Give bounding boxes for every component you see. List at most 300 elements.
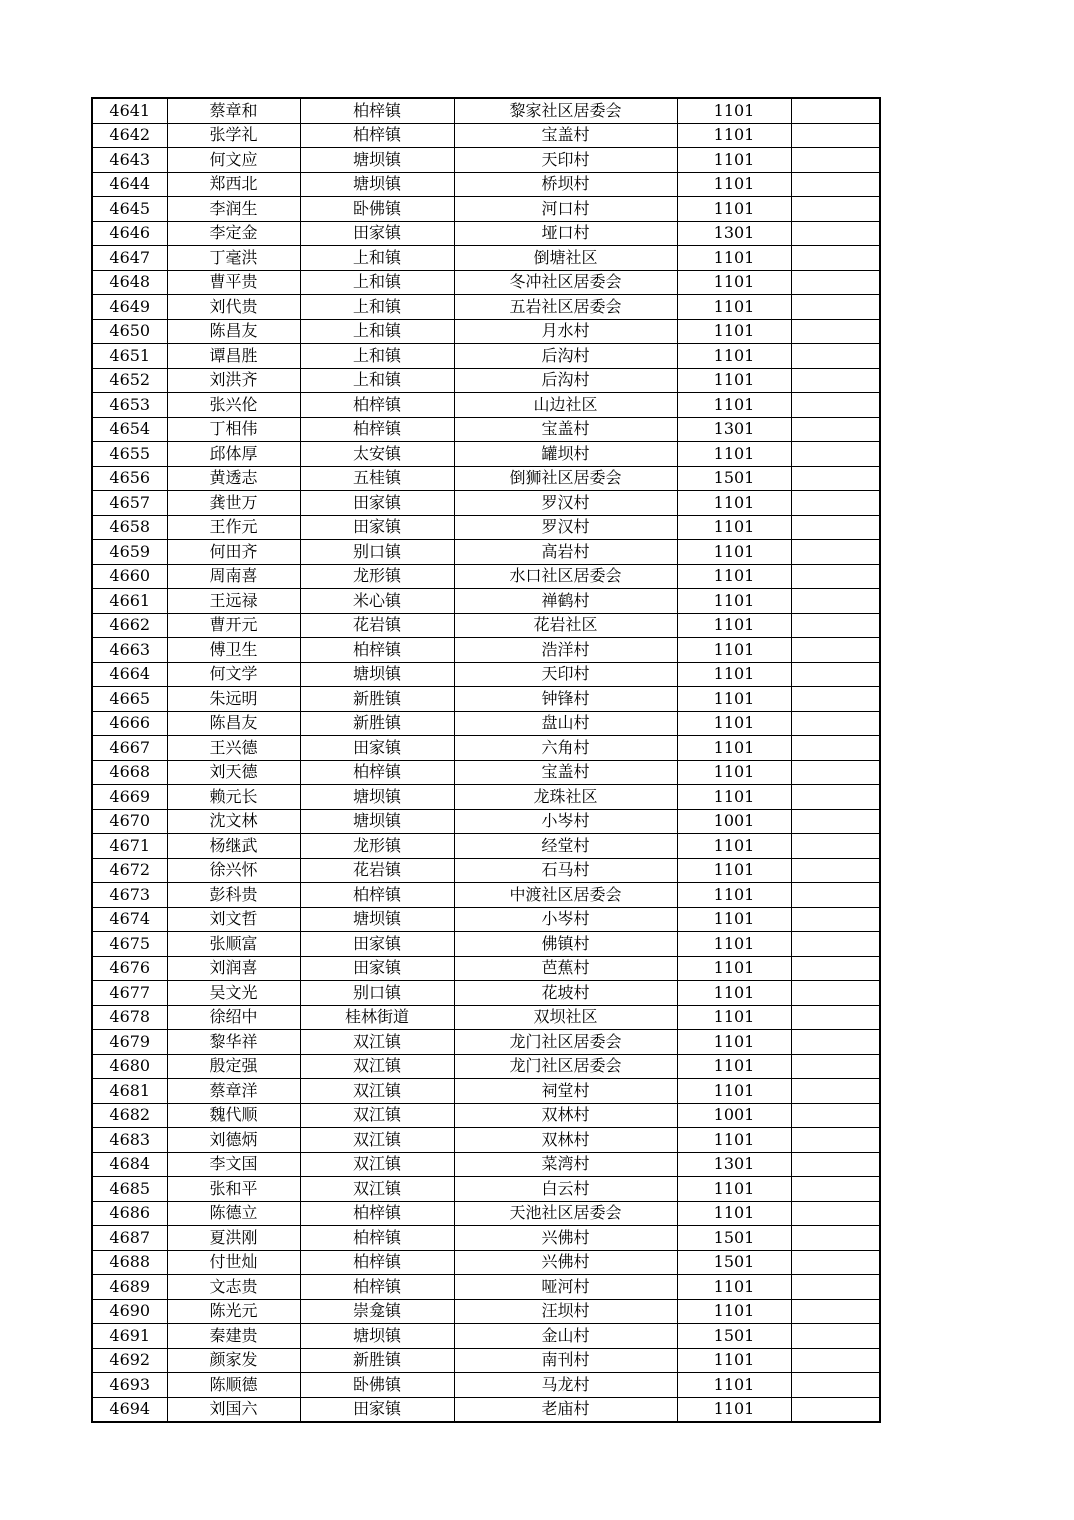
- note-cell: [791, 1250, 880, 1275]
- town-cell: 米心镇: [300, 589, 454, 614]
- town-cell: 别口镇: [300, 540, 454, 565]
- village-cell: 龙门社区居委会: [454, 1054, 677, 1079]
- note-cell: [791, 907, 880, 932]
- record-id-cell: 4689: [92, 1275, 167, 1300]
- name-cell: 王兴德: [167, 736, 300, 761]
- code-cell: 1101: [677, 1079, 791, 1104]
- record-id-cell: 4678: [92, 1005, 167, 1030]
- code-cell: 1101: [677, 123, 791, 148]
- table-row: [92, 809, 880, 834]
- code-cell: 1101: [677, 711, 791, 736]
- name-cell: 龚世万: [167, 491, 300, 516]
- note-cell: [791, 270, 880, 295]
- note-cell: [791, 1005, 880, 1030]
- village-cell: 菜湾村: [454, 1152, 677, 1177]
- town-cell: 田家镇: [300, 956, 454, 981]
- village-cell: 汪坝村: [454, 1299, 677, 1324]
- village-cell: 河口村: [454, 197, 677, 222]
- table-row: [92, 270, 880, 295]
- note-cell: [791, 344, 880, 369]
- note-cell: [791, 736, 880, 761]
- record-id-cell: 4657: [92, 491, 167, 516]
- code-cell: 1501: [677, 1324, 791, 1349]
- table-row: [92, 760, 880, 785]
- village-cell: 后沟村: [454, 368, 677, 393]
- name-cell: 刘代贵: [167, 295, 300, 320]
- table-row: [92, 98, 880, 123]
- note-cell: [791, 197, 880, 222]
- table-row: [92, 834, 880, 859]
- record-id-cell: 4692: [92, 1348, 167, 1373]
- record-id-cell: 4645: [92, 197, 167, 222]
- note-cell: [791, 1226, 880, 1251]
- town-cell: 柏梓镇: [300, 1201, 454, 1226]
- table-row: [92, 1005, 880, 1030]
- town-cell: 别口镇: [300, 981, 454, 1006]
- name-cell: 陈德立: [167, 1201, 300, 1226]
- note-cell: [791, 858, 880, 883]
- table-row: [92, 711, 880, 736]
- town-cell: 新胜镇: [300, 711, 454, 736]
- code-cell: 1101: [677, 981, 791, 1006]
- record-id-cell: 4691: [92, 1324, 167, 1349]
- code-cell: 1101: [677, 1201, 791, 1226]
- record-id-cell: 4690: [92, 1299, 167, 1324]
- record-id-cell: 4675: [92, 932, 167, 957]
- code-cell: 1301: [677, 1152, 791, 1177]
- table-row: [92, 1275, 880, 1300]
- code-cell: 1101: [677, 1177, 791, 1202]
- name-cell: 陈光元: [167, 1299, 300, 1324]
- table-row: [92, 785, 880, 810]
- town-cell: 上和镇: [300, 368, 454, 393]
- name-cell: 何文学: [167, 662, 300, 687]
- note-cell: [791, 1201, 880, 1226]
- code-cell: 1101: [677, 540, 791, 565]
- village-cell: 罗汉村: [454, 515, 677, 540]
- name-cell: 邱体厚: [167, 442, 300, 467]
- town-cell: 柏梓镇: [300, 123, 454, 148]
- code-cell: 1101: [677, 1373, 791, 1398]
- code-cell: 1101: [677, 858, 791, 883]
- note-cell: [791, 1177, 880, 1202]
- table-row: [92, 1299, 880, 1324]
- village-cell: 月水村: [454, 319, 677, 344]
- table-row: [92, 883, 880, 908]
- town-cell: 柏梓镇: [300, 883, 454, 908]
- name-cell: 刘国六: [167, 1397, 300, 1422]
- table-row: [92, 932, 880, 957]
- code-cell: 1101: [677, 1348, 791, 1373]
- name-cell: 王远禄: [167, 589, 300, 614]
- table-row: [92, 393, 880, 418]
- note-cell: [791, 123, 880, 148]
- table-row: [92, 417, 880, 442]
- record-id-cell: 4656: [92, 466, 167, 491]
- table-row: [92, 515, 880, 540]
- name-cell: 何文应: [167, 148, 300, 173]
- town-cell: 崇龛镇: [300, 1299, 454, 1324]
- table-row: [92, 1152, 880, 1177]
- table-row: [92, 491, 880, 516]
- name-cell: 吴文光: [167, 981, 300, 1006]
- code-cell: 1001: [677, 1103, 791, 1128]
- village-cell: 钟锋村: [454, 687, 677, 712]
- record-id-cell: 4662: [92, 613, 167, 638]
- table-row: [92, 589, 880, 614]
- record-id-cell: 4672: [92, 858, 167, 883]
- record-id-cell: 4660: [92, 564, 167, 589]
- village-cell: 白云村: [454, 1177, 677, 1202]
- village-cell: 罐坝村: [454, 442, 677, 467]
- town-cell: 龙形镇: [300, 834, 454, 859]
- town-cell: 卧佛镇: [300, 197, 454, 222]
- note-cell: [791, 246, 880, 271]
- note-cell: [791, 368, 880, 393]
- village-cell: 禅鹤村: [454, 589, 677, 614]
- table-row: [92, 1397, 880, 1422]
- table-row: [92, 736, 880, 761]
- village-cell: 龙珠社区: [454, 785, 677, 810]
- name-cell: 刘德炳: [167, 1128, 300, 1153]
- note-cell: [791, 491, 880, 516]
- table-row: [92, 956, 880, 981]
- note-cell: [791, 442, 880, 467]
- town-cell: 太安镇: [300, 442, 454, 467]
- note-cell: [791, 834, 880, 859]
- note-cell: [791, 638, 880, 663]
- note-cell: [791, 1397, 880, 1422]
- record-id-cell: 4646: [92, 221, 167, 246]
- code-cell: 1301: [677, 417, 791, 442]
- note-cell: [791, 932, 880, 957]
- name-cell: 付世灿: [167, 1250, 300, 1275]
- table-row: [92, 1348, 880, 1373]
- code-cell: 1301: [677, 221, 791, 246]
- name-cell: 李定金: [167, 221, 300, 246]
- record-id-cell: 4694: [92, 1397, 167, 1422]
- town-cell: 柏梓镇: [300, 98, 454, 123]
- village-cell: 中渡社区居委会: [454, 883, 677, 908]
- village-cell: 金山村: [454, 1324, 677, 1349]
- table-row: [92, 172, 880, 197]
- code-cell: 1101: [677, 760, 791, 785]
- village-cell: 桥坝村: [454, 172, 677, 197]
- note-cell: [791, 1373, 880, 1398]
- code-cell: 1101: [677, 662, 791, 687]
- name-cell: 张学礼: [167, 123, 300, 148]
- name-cell: 李文国: [167, 1152, 300, 1177]
- record-id-cell: 4647: [92, 246, 167, 271]
- table-row: [92, 540, 880, 565]
- note-cell: [791, 1275, 880, 1300]
- code-cell: 1501: [677, 1250, 791, 1275]
- record-id-cell: 4680: [92, 1054, 167, 1079]
- village-cell: 高岩村: [454, 540, 677, 565]
- record-id-cell: 4669: [92, 785, 167, 810]
- name-cell: 陈昌友: [167, 319, 300, 344]
- code-cell: 1101: [677, 564, 791, 589]
- code-cell: 1001: [677, 809, 791, 834]
- table-row: [92, 687, 880, 712]
- note-cell: [791, 1299, 880, 1324]
- name-cell: 夏洪刚: [167, 1226, 300, 1251]
- town-cell: 新胜镇: [300, 1348, 454, 1373]
- name-cell: 朱远明: [167, 687, 300, 712]
- note-cell: [791, 98, 880, 123]
- name-cell: 张兴伦: [167, 393, 300, 418]
- town-cell: 田家镇: [300, 932, 454, 957]
- record-id-cell: 4654: [92, 417, 167, 442]
- code-cell: 1101: [677, 295, 791, 320]
- table-row: [92, 442, 880, 467]
- town-cell: 双江镇: [300, 1079, 454, 1104]
- village-cell: 兴佛村: [454, 1226, 677, 1251]
- note-cell: [791, 1128, 880, 1153]
- code-cell: 1101: [677, 98, 791, 123]
- code-cell: 1101: [677, 442, 791, 467]
- record-id-cell: 4655: [92, 442, 167, 467]
- note-cell: [791, 1324, 880, 1349]
- note-cell: [791, 1079, 880, 1104]
- village-cell: 山边社区: [454, 393, 677, 418]
- code-cell: 1101: [677, 736, 791, 761]
- record-id-cell: 4649: [92, 295, 167, 320]
- record-id-cell: 4667: [92, 736, 167, 761]
- village-cell: 水口社区居委会: [454, 564, 677, 589]
- town-cell: 桂林街道: [300, 1005, 454, 1030]
- note-cell: [791, 809, 880, 834]
- table-row: [92, 1030, 880, 1055]
- record-id-cell: 4650: [92, 319, 167, 344]
- record-id-cell: 4642: [92, 123, 167, 148]
- note-cell: [791, 417, 880, 442]
- code-cell: 1101: [677, 1030, 791, 1055]
- record-id-cell: 4681: [92, 1079, 167, 1104]
- town-cell: 双江镇: [300, 1054, 454, 1079]
- town-cell: 上和镇: [300, 295, 454, 320]
- note-cell: [791, 319, 880, 344]
- code-cell: 1101: [677, 907, 791, 932]
- record-id-cell: 4652: [92, 368, 167, 393]
- town-cell: 田家镇: [300, 491, 454, 516]
- town-cell: 五桂镇: [300, 466, 454, 491]
- table-row: [92, 246, 880, 271]
- table-row: [92, 344, 880, 369]
- code-cell: 1101: [677, 148, 791, 173]
- record-id-cell: 4668: [92, 760, 167, 785]
- village-cell: 经堂村: [454, 834, 677, 859]
- code-cell: 1101: [677, 687, 791, 712]
- town-cell: 塘坝镇: [300, 785, 454, 810]
- record-id-cell: 4684: [92, 1152, 167, 1177]
- village-cell: 南刊村: [454, 1348, 677, 1373]
- village-cell: 五岩社区居委会: [454, 295, 677, 320]
- name-cell: 黄透志: [167, 466, 300, 491]
- name-cell: 张和平: [167, 1177, 300, 1202]
- name-cell: 谭昌胜: [167, 344, 300, 369]
- town-cell: 柏梓镇: [300, 1275, 454, 1300]
- record-id-cell: 4670: [92, 809, 167, 834]
- name-cell: 张顺富: [167, 932, 300, 957]
- name-cell: 曹平贵: [167, 270, 300, 295]
- town-cell: 柏梓镇: [300, 760, 454, 785]
- table-row: [92, 613, 880, 638]
- village-cell: 兴佛村: [454, 1250, 677, 1275]
- code-cell: 1101: [677, 1275, 791, 1300]
- note-cell: [791, 613, 880, 638]
- village-cell: 天印村: [454, 148, 677, 173]
- code-cell: 1101: [677, 1005, 791, 1030]
- name-cell: 彭科贵: [167, 883, 300, 908]
- village-cell: 双林村: [454, 1103, 677, 1128]
- record-id-cell: 4688: [92, 1250, 167, 1275]
- code-cell: 1101: [677, 515, 791, 540]
- name-cell: 李润生: [167, 197, 300, 222]
- code-cell: 1101: [677, 1128, 791, 1153]
- code-cell: 1101: [677, 344, 791, 369]
- name-cell: 殷定强: [167, 1054, 300, 1079]
- town-cell: 柏梓镇: [300, 393, 454, 418]
- name-cell: 徐绍中: [167, 1005, 300, 1030]
- note-cell: [791, 172, 880, 197]
- town-cell: 双江镇: [300, 1030, 454, 1055]
- village-cell: 双坝社区: [454, 1005, 677, 1030]
- note-cell: [791, 295, 880, 320]
- note-cell: [791, 981, 880, 1006]
- table-row: [92, 564, 880, 589]
- town-cell: 上和镇: [300, 344, 454, 369]
- village-cell: 祠堂村: [454, 1079, 677, 1104]
- table-row: [92, 1201, 880, 1226]
- record-id-cell: 4683: [92, 1128, 167, 1153]
- name-cell: 郑西北: [167, 172, 300, 197]
- code-cell: 1101: [677, 270, 791, 295]
- record-id-cell: 4674: [92, 907, 167, 932]
- town-cell: 塘坝镇: [300, 172, 454, 197]
- name-cell: 杨继武: [167, 834, 300, 859]
- village-cell: 六角村: [454, 736, 677, 761]
- name-cell: 赖元长: [167, 785, 300, 810]
- village-cell: 宝盖村: [454, 760, 677, 785]
- record-id-cell: 4671: [92, 834, 167, 859]
- record-id-cell: 4658: [92, 515, 167, 540]
- table-row: [92, 368, 880, 393]
- table-row: [92, 1324, 880, 1349]
- code-cell: 1101: [677, 197, 791, 222]
- table-row: [92, 1103, 880, 1128]
- record-id-cell: 4679: [92, 1030, 167, 1055]
- name-cell: 秦建贵: [167, 1324, 300, 1349]
- village-cell: 冬冲社区居委会: [454, 270, 677, 295]
- town-cell: 田家镇: [300, 515, 454, 540]
- village-cell: 垭口村: [454, 221, 677, 246]
- village-cell: 盘山村: [454, 711, 677, 736]
- record-id-cell: 4665: [92, 687, 167, 712]
- town-cell: 塘坝镇: [300, 1324, 454, 1349]
- name-cell: 傅卫生: [167, 638, 300, 663]
- village-cell: 石马村: [454, 858, 677, 883]
- code-cell: 1101: [677, 1299, 791, 1324]
- town-cell: 田家镇: [300, 221, 454, 246]
- village-cell: 小岑村: [454, 809, 677, 834]
- code-cell: 1101: [677, 834, 791, 859]
- code-cell: 1101: [677, 589, 791, 614]
- village-cell: 倒塘社区: [454, 246, 677, 271]
- record-id-cell: 4693: [92, 1373, 167, 1398]
- record-id-cell: 4677: [92, 981, 167, 1006]
- code-cell: 1101: [677, 785, 791, 810]
- note-cell: [791, 1152, 880, 1177]
- table-row: [92, 1128, 880, 1153]
- code-cell: 1501: [677, 466, 791, 491]
- code-cell: 1101: [677, 172, 791, 197]
- code-cell: 1101: [677, 368, 791, 393]
- village-cell: 老庙村: [454, 1397, 677, 1422]
- table-row: [92, 1079, 880, 1104]
- table-row: [92, 319, 880, 344]
- record-id-cell: 4648: [92, 270, 167, 295]
- code-cell: 1101: [677, 932, 791, 957]
- code-cell: 1501: [677, 1226, 791, 1251]
- record-id-cell: 4676: [92, 956, 167, 981]
- table-row: [92, 662, 880, 687]
- note-cell: [791, 1054, 880, 1079]
- village-cell: 后沟村: [454, 344, 677, 369]
- town-cell: 田家镇: [300, 736, 454, 761]
- note-cell: [791, 662, 880, 687]
- village-cell: 双林村: [454, 1128, 677, 1153]
- name-cell: 周南喜: [167, 564, 300, 589]
- table-row: [92, 1226, 880, 1251]
- name-cell: 陈顺德: [167, 1373, 300, 1398]
- note-cell: [791, 1103, 880, 1128]
- record-id-cell: 4686: [92, 1201, 167, 1226]
- table-row: [92, 123, 880, 148]
- note-cell: [791, 760, 880, 785]
- note-cell: [791, 883, 880, 908]
- name-cell: 颜家发: [167, 1348, 300, 1373]
- village-cell: 宝盖村: [454, 123, 677, 148]
- name-cell: 丁相伟: [167, 417, 300, 442]
- town-cell: 柏梓镇: [300, 1226, 454, 1251]
- name-cell: 蔡章洋: [167, 1079, 300, 1104]
- note-cell: [791, 540, 880, 565]
- table-row: [92, 1054, 880, 1079]
- village-cell: 马龙村: [454, 1373, 677, 1398]
- record-id-cell: 4682: [92, 1103, 167, 1128]
- town-cell: 上和镇: [300, 246, 454, 271]
- code-cell: 1101: [677, 1397, 791, 1422]
- town-cell: 卧佛镇: [300, 1373, 454, 1398]
- village-cell: 花坡村: [454, 981, 677, 1006]
- record-id-cell: 4653: [92, 393, 167, 418]
- table-row: [92, 197, 880, 222]
- table-row: [92, 1177, 880, 1202]
- code-cell: 1101: [677, 393, 791, 418]
- name-cell: 刘文哲: [167, 907, 300, 932]
- town-cell: 花岩镇: [300, 858, 454, 883]
- record-id-cell: 4661: [92, 589, 167, 614]
- town-cell: 新胜镇: [300, 687, 454, 712]
- name-cell: 刘润喜: [167, 956, 300, 981]
- town-cell: 龙形镇: [300, 564, 454, 589]
- name-cell: 文志贵: [167, 1275, 300, 1300]
- town-cell: 柏梓镇: [300, 1250, 454, 1275]
- code-cell: 1101: [677, 883, 791, 908]
- record-id-cell: 4651: [92, 344, 167, 369]
- table-row: [92, 466, 880, 491]
